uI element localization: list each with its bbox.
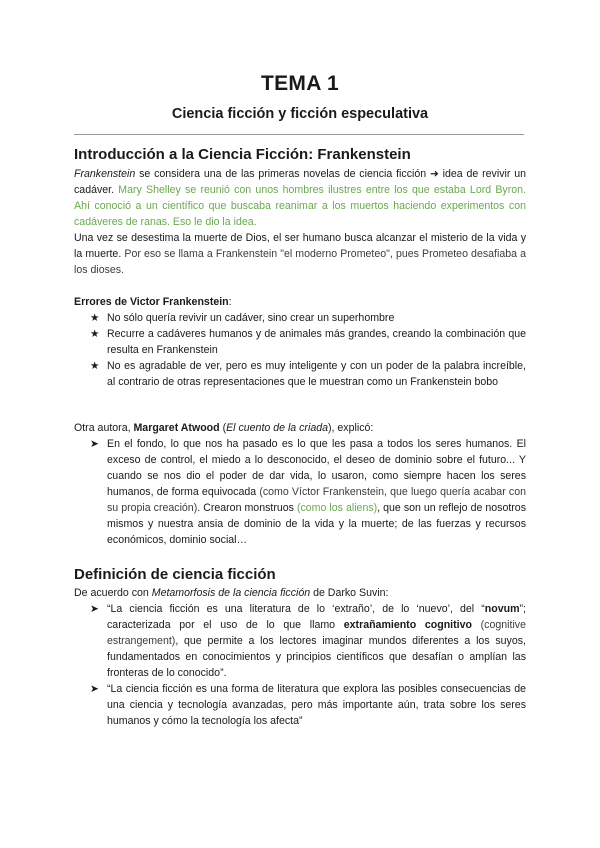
intro-italic-title: Frankenstein [74, 168, 136, 180]
intro-text [74, 166, 526, 278]
star-bullet-icon: ★ [90, 360, 100, 372]
list-item [74, 310, 526, 326]
atwood-prefix: Otra autora, [74, 422, 134, 434]
errors-label-line [74, 294, 526, 310]
definition-intro-b: de Darko Suvin: [310, 587, 389, 599]
list-item-text: No sólo quería revivir un cadáver, sino crear un superhombre [107, 312, 395, 324]
atwood-quote-a: En el fondo, lo que nos ha pasado es lo que les pasa a todos los seres humanos. El exceso de control, el miedo a lo desconocido, el deseo de dominio sobre el futuro... Y cuando se nos dio el poder de dar vida, lo usaron, como siempre hacen los seres humanos, de forma equivocada [107, 438, 526, 498]
star-bullet-icon: ★ [90, 312, 100, 324]
atwood-quote-green: (como los aliens) [296, 502, 378, 514]
list-item [74, 601, 526, 681]
atwood-suffix: ), explicó: [328, 422, 374, 434]
arrow-bullet-icon: ➤ [90, 438, 99, 450]
atwood-paren-open: ( [219, 422, 227, 434]
arrow-bullet-icon: ➤ [90, 603, 99, 615]
page-title: TEMA 1 [260, 72, 340, 95]
list-item [74, 358, 526, 390]
list-item-text: Recurre a cadáveres humanos y de animales más grandes, creando la combinación que resulta en Frankenstein [107, 328, 526, 356]
suvin-novum: novum [484, 603, 520, 615]
intro-p2-note: Por eso se llama a Frankenstein "el moderno Prometeo", pues Prometeo desafiaba a los dioses. [74, 248, 526, 276]
atwood-work: El cuento de la criada [226, 422, 328, 434]
suvin-quote-c: , que permite a los lectores imaginar mundos diferentes a los suyos, fundamentados en conocimientos y principios científicos que desafían o amplían las fronteras de lo conocido”. [107, 635, 526, 679]
list-item [74, 326, 526, 358]
intro-p1-text: se considera una de las primeras novelas de ciencia ficción ➜ idea de revivir un cadáver. [74, 168, 526, 196]
star-bullet-icon: ★ [90, 328, 100, 340]
atwood-quote-list [74, 436, 526, 548]
intro-p1-note: Mary Shelley se reunió con unos hombres ilustres entre los que estaba Lord Byron. Ahí conoció a un científico que buscaba reanimar a los muertos haciendo experimentos con cadáveres de ranas. Eso le dio la idea. [74, 184, 526, 228]
atwood-quote-note: (como Víctor Frankenstein, que luego quería acabar con su propia creación) [107, 486, 526, 514]
intro-paragraph-2 [74, 230, 526, 278]
suvin-quote-b: ”; caracterizada por el uso de lo que llamo [107, 603, 526, 631]
atwood-quote-c: , que son un reflejo de nosotros mismos y nuestra ansia de dominio de la vida y la muerte; de las fuerzas y recursos económicos, dominio social… [107, 502, 526, 546]
atwood-quote-b: . Crearon monstruos [197, 502, 297, 514]
title-divider [74, 134, 524, 135]
suvin-english-term: (cognitive estrangement) [107, 619, 526, 647]
list-item [74, 436, 526, 548]
atwood-intro [74, 420, 526, 436]
errors-colon: : [228, 296, 232, 308]
suvin-bold-term: extrañamiento cognitivo [343, 619, 472, 631]
definition-quote-2: “La ciencia ficción es una forma de literatura que explora las posibles consecuencias de una ciencia y tecnología avanzadas, pero más importante aún, trata sobre los seres humanos y cómo la tecnología los afecta” [107, 683, 526, 727]
definition-intro [74, 585, 526, 601]
intro-paragraph-1 [74, 166, 526, 230]
section-heading-definition: Definición de ciencia ficción [74, 566, 276, 583]
page-subtitle: Ciencia ficción y ficción especulativa [171, 106, 429, 122]
list-item [74, 681, 526, 729]
atwood-author: Margaret Atwood [133, 422, 220, 434]
definition-quote-list [74, 601, 526, 729]
intro-p2-text: Una vez se desestima la muerte de Dios, el ser humano busca alcanzar el misterio de la vida y la muerte. [74, 232, 526, 260]
arrow-bullet-icon: ➤ [90, 683, 99, 695]
definition-work: Metamorfosis de la ciencia ficción [151, 587, 311, 599]
suvin-quote-a: “La ciencia ficción es una literatura de lo ‘extraño’, de lo ‘nuevo’, del “ [107, 603, 485, 615]
section-heading-intro: Introducción a la Ciencia Ficción: Frankenstein [74, 146, 411, 163]
definition-intro-a: De acuerdo con [74, 587, 152, 599]
list-item-text: No es agradable de ver, pero es muy inteligente y con un poder de la palabra increíble, al contrario de otras representaciones que le muestran como un Frankenstein bobo [107, 360, 526, 388]
errors-label: Errores de Victor Frankenstein [74, 296, 229, 308]
errors-list [74, 310, 526, 390]
